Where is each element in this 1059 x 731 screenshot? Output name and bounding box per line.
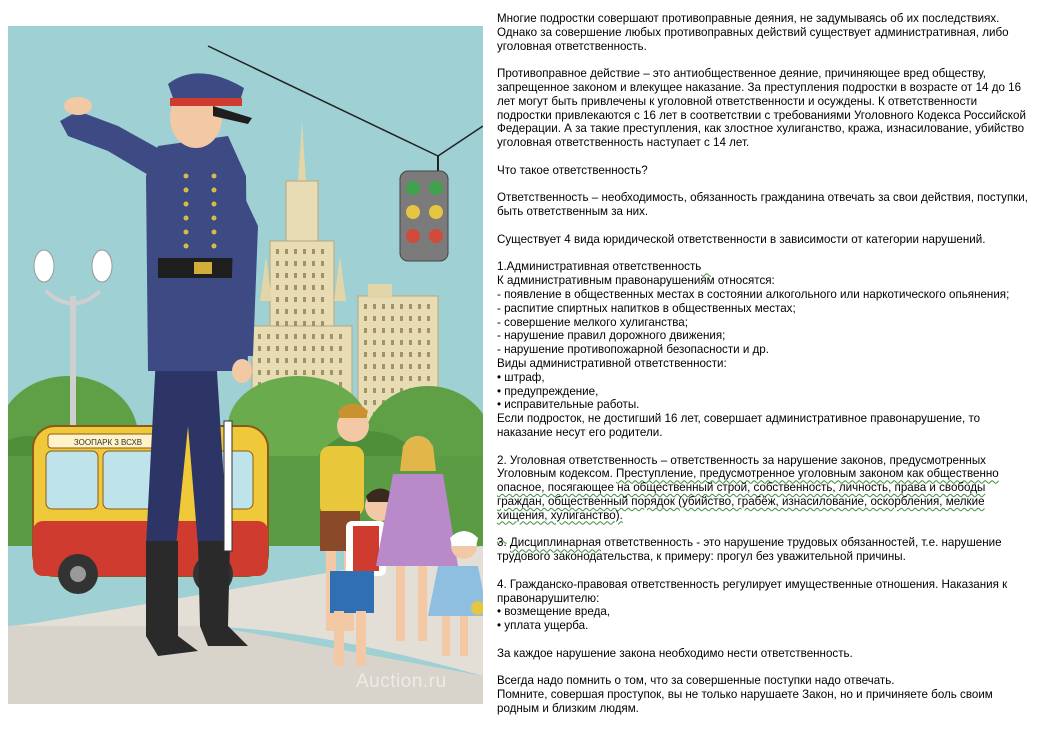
civil-line: 4. Гражданско-правовая ответственность регулирует имущественные отношения. Наказания к (497, 577, 1008, 591)
disciplinary-number: 3. (497, 536, 510, 550)
definition-line: Противоправное действие – это антиобщественное деяние, причиняющее вред обществу, (497, 67, 986, 81)
admin-sub: К административным правонарушениям относятся: (497, 274, 775, 288)
closing-line: Помните, совершая проступок, вы не только нарушаете Закон, но и причиняете боль своим (497, 688, 993, 702)
admin-offence-item: - появление в общественных местах в состоянии алкогольного или наркотического опьянения; (497, 287, 1010, 301)
admin-penalty-list (497, 371, 1053, 412)
criminal-definition-underlined: хищения, хулиганство). (497, 508, 623, 522)
definition-line: лет могут быть привлечены к уголовной ответственности и осуждены. К ответственности (497, 94, 978, 108)
civil-penalty-item: • уплата ущерба. (497, 619, 589, 633)
admin-heading-text: 1.Административная ответственность (497, 260, 702, 274)
policeman-poster-illustration (8, 26, 483, 704)
criminal-line (497, 467, 1053, 481)
intro-line: уголовная ответственность. (497, 39, 647, 53)
responsibility-definition: быть ответственным за них. (497, 205, 649, 219)
criminal-definition-underlined: Преступление, предусмотренное уголовным законом как общественно (616, 467, 999, 481)
admin-penalty-item: • штраф, (497, 370, 545, 384)
responsibility-definition: Ответственность – необходимость, обязанность гражданина отвечать за свои действия, поступки, (497, 191, 1028, 205)
criminal-definition-underlined: граждан, общественный порядок (убийство, грабёж, изнасилование, оскорбления, мелкие (497, 494, 985, 508)
admin-heading (497, 260, 1053, 274)
auction-watermark: Auction.ru (356, 671, 447, 692)
closing-line: Всегда надо помнить о том, что за совершенные поступки надо отвечать. (497, 674, 895, 688)
poster-drawing (8, 26, 483, 704)
disciplinary-word: Дисциплинарная (509, 536, 602, 550)
intro-line: Многие подростки совершают противоправные деяния, не задумываясь об их последствиях. (497, 12, 1000, 25)
conclusion: За каждое нарушение закона необходимо нести ответственность. (497, 646, 853, 660)
civil-penalty-item: • возмещение вреда, (497, 605, 610, 619)
admin-note: Если подросток, не достигший 16 лет, совершает административное правонарушение, то (497, 412, 981, 426)
criminal-definition-underlined: опасное, посягающее на общественный строй, собственность, личность, права и свободы (497, 481, 986, 495)
question-heading: Что такое ответственность? (497, 163, 648, 177)
admin-heading-mark (701, 260, 711, 273)
civil-line: правонарушителю: (497, 591, 600, 605)
definition-line: подростки привлекаются с 16 лет в соответствии с требованиями Уголовного Кодекса Российской (497, 108, 1026, 122)
admin-penalty-item: • исправительные работы. (497, 398, 640, 412)
civil-penalty-list (497, 605, 1053, 633)
intro-line: Однако за совершение любых противоправных действий существует административная, либо (497, 25, 1009, 39)
disciplinary-line (497, 536, 1053, 550)
criminal-line: 2. Уголовная ответственность – ответственность за нарушение законов, предусмотренных (497, 453, 986, 467)
admin-offence-item: - нарушение правил дорожного движения; (497, 329, 726, 343)
article-text (497, 12, 1053, 716)
admin-offence-item: - распитие спиртных напитков в общественных местах; (497, 301, 796, 315)
criminal-line-text: Уголовным кодексом. (497, 467, 617, 481)
admin-kinds-heading: Виды административной ответственности: (497, 356, 727, 370)
definition-line: Федерации. А за такие преступления, как злостное хулиганство, кража, изнасилование, убийство (497, 122, 1025, 136)
closing-line: родным и близким людям. (497, 702, 639, 716)
admin-penalty-item: • предупреждение, (497, 384, 599, 398)
disciplinary-text: ответственность - это нарушение трудовых обязанностей, т.е. нарушение (601, 536, 1002, 550)
types-intro: Существует 4 вида юридической ответственности в зависимости от категории нарушений. (497, 232, 986, 246)
admin-offence-item: - совершение мелкого хулиганства; (497, 315, 688, 329)
traffic-light (400, 156, 448, 261)
admin-note: наказание несут его родители. (497, 425, 663, 439)
admin-offence-list (497, 288, 1053, 357)
admin-offence-item: - нарушение противопожарной безопасности и др. (497, 343, 769, 357)
definition-line: запрещенное законом и влекущее наказание. За преступления подростки в возрасте от 14 до 16 (497, 80, 1022, 94)
disciplinary-line: трудового законодательства, к примеру: прогул без уважительной причины. (497, 550, 906, 564)
definition-line: уголовная ответственность наступает с 14 лет. (497, 136, 750, 150)
bus-destination-sign: ЗООПАРК 3 ВСХВ (73, 438, 143, 447)
